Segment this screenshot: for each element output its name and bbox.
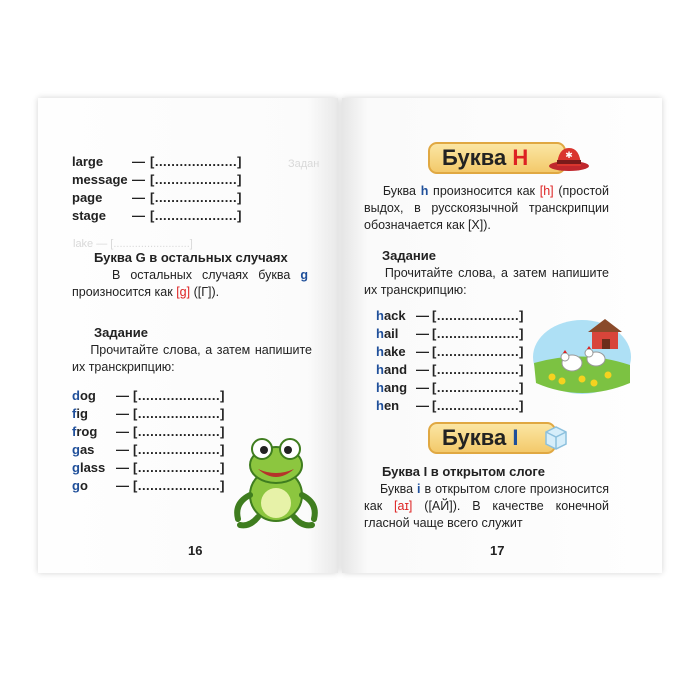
- dash: —: [416, 398, 429, 413]
- letter-banner-i: [428, 422, 556, 454]
- dash: —: [132, 172, 145, 187]
- word-rest: ail: [383, 326, 399, 341]
- page-number: 16: [188, 543, 203, 558]
- para-text: произносится как: [433, 184, 536, 198]
- task-heading: Задание: [382, 248, 436, 263]
- word-row: [376, 308, 406, 323]
- dash: —: [116, 460, 129, 475]
- farm-hens-illustration: [532, 313, 632, 395]
- word-row: [72, 388, 96, 403]
- word-rest: en: [383, 398, 400, 413]
- word-row: [72, 460, 105, 475]
- section-heading: Буква G в остальных случаях: [94, 250, 288, 265]
- word-first-letter: g: [72, 478, 80, 493]
- word-row: [72, 154, 103, 169]
- word-rest: rog: [76, 424, 98, 439]
- letter-highlight: h: [420, 184, 429, 198]
- rule-paragraph-h: [364, 183, 609, 234]
- task-text: [364, 265, 609, 299]
- bleed-through-text: Задан: [288, 158, 320, 170]
- word-rest: as: [79, 442, 95, 457]
- dash: —: [416, 380, 429, 395]
- transcription-blank[interactable]: [....................]: [150, 154, 242, 169]
- section-heading: Буква I в открытом слоге: [382, 464, 546, 479]
- dash: —: [132, 154, 145, 169]
- word-first-letter: h: [376, 362, 384, 377]
- word-row: [376, 398, 399, 413]
- left-page: [38, 98, 338, 573]
- word-row: [72, 208, 106, 223]
- dash: —: [116, 388, 129, 403]
- bleed-through-text: lake — [.........................]: [73, 238, 193, 250]
- para-text: Прочитайте слова, а затем напишите их транскрипцию:: [72, 343, 312, 374]
- word-first-letter: h: [376, 326, 384, 341]
- dash: —: [132, 208, 145, 223]
- para-text: Буква: [382, 184, 416, 198]
- word-row: [72, 190, 102, 205]
- para-text: ([АЙ]). В качестве конечной гласной чаще всего служит: [364, 499, 609, 530]
- transcription-blank[interactable]: [....................]: [133, 478, 225, 493]
- dash: —: [416, 344, 429, 359]
- word-first-letter: g: [72, 442, 80, 457]
- sound-highlight: [aɪ]: [394, 499, 413, 513]
- word-rest: ig: [76, 406, 88, 421]
- dash: —: [416, 362, 429, 377]
- para-text: в открытом слоге произносится как: [364, 482, 609, 513]
- transcription-blank[interactable]: [....................]: [432, 398, 524, 413]
- letter-highlight: i: [417, 482, 421, 496]
- transcription-blank[interactable]: [....................]: [432, 380, 524, 395]
- hat-icon: [548, 144, 590, 172]
- word-rest: ack: [383, 308, 406, 323]
- word: large: [72, 154, 104, 169]
- word-rest: og: [79, 388, 96, 403]
- dash: —: [116, 478, 129, 493]
- word: message: [72, 172, 128, 187]
- dash: —: [416, 308, 429, 323]
- transcription-blank[interactable]: [....................]: [432, 362, 524, 377]
- task-text: [72, 342, 312, 376]
- word-first-letter: h: [376, 344, 384, 359]
- dash: —: [116, 442, 129, 457]
- transcription-blank[interactable]: [....................]: [150, 172, 242, 187]
- word-row: [376, 344, 406, 359]
- task-heading: Задание: [94, 325, 148, 340]
- word-first-letter: h: [376, 308, 384, 323]
- word-row: [72, 478, 88, 493]
- banner-word: Буква: [442, 145, 507, 170]
- word-rest: lass: [79, 460, 106, 475]
- banner-letter: I: [512, 425, 519, 450]
- right-page: [342, 98, 662, 573]
- word-first-letter: d: [72, 388, 80, 403]
- transcription-blank[interactable]: [....................]: [133, 460, 225, 475]
- page-number: 17: [490, 543, 505, 558]
- word-first-letter: h: [376, 380, 384, 395]
- letter-banner-h: [428, 142, 566, 174]
- transcription-blank[interactable]: [....................]: [432, 308, 524, 323]
- para-text: Прочитайте слова, а затем напишите их транскрипцию:: [364, 266, 609, 297]
- para-text: Буква: [379, 482, 414, 496]
- word-row: [72, 424, 97, 439]
- sound-highlight: [g]: [176, 285, 191, 299]
- transcription-blank[interactable]: [....................]: [150, 208, 242, 223]
- dash: —: [116, 424, 129, 439]
- word-row: [72, 406, 88, 421]
- word-rest: ang: [383, 380, 408, 395]
- word: stage: [72, 208, 106, 223]
- word-first-letter: f: [72, 424, 77, 439]
- banner-word: Буква: [442, 425, 507, 450]
- sound-highlight: [h]: [539, 184, 554, 198]
- transcription-blank[interactable]: [....................]: [133, 388, 225, 403]
- word-row: [72, 172, 128, 187]
- word-row: [376, 380, 407, 395]
- rule-paragraph-i: [364, 481, 609, 532]
- dash: —: [132, 190, 145, 205]
- word-first-letter: f: [72, 406, 77, 421]
- word: page: [72, 190, 103, 205]
- transcription-blank[interactable]: [....................]: [150, 190, 242, 205]
- word-rest: ake: [383, 344, 406, 359]
- para-text: (простой выдох, в русскоязычной транскрипции обозначается как [Х]).: [364, 184, 609, 232]
- dash: —: [116, 406, 129, 421]
- letter-highlight: g: [300, 268, 308, 282]
- banner-letter: H: [512, 145, 529, 170]
- ice-cube-icon: [542, 424, 570, 450]
- transcription-blank[interactable]: [....................]: [133, 442, 225, 457]
- word-row: [72, 442, 94, 457]
- rule-paragraph: [72, 267, 308, 301]
- transcription-blank[interactable]: [....................]: [432, 326, 524, 341]
- word-rest: and: [383, 362, 408, 377]
- transcription-blank[interactable]: [....................]: [133, 424, 225, 439]
- word-first-letter: h: [376, 398, 384, 413]
- frog-illustration: [228, 433, 324, 529]
- para-text: ([Г]).: [193, 285, 220, 299]
- word-rest: o: [79, 478, 88, 493]
- para-text: В остальных случаях буква: [112, 268, 291, 282]
- svg-text:✱: ✱: [565, 151, 573, 161]
- word-first-letter: g: [72, 460, 80, 475]
- transcription-blank[interactable]: [....................]: [432, 344, 524, 359]
- para-text: произносится как: [72, 285, 173, 299]
- dash: —: [416, 326, 429, 341]
- word-row: [376, 326, 398, 341]
- transcription-blank[interactable]: [....................]: [133, 406, 225, 421]
- word-row: [376, 362, 407, 377]
